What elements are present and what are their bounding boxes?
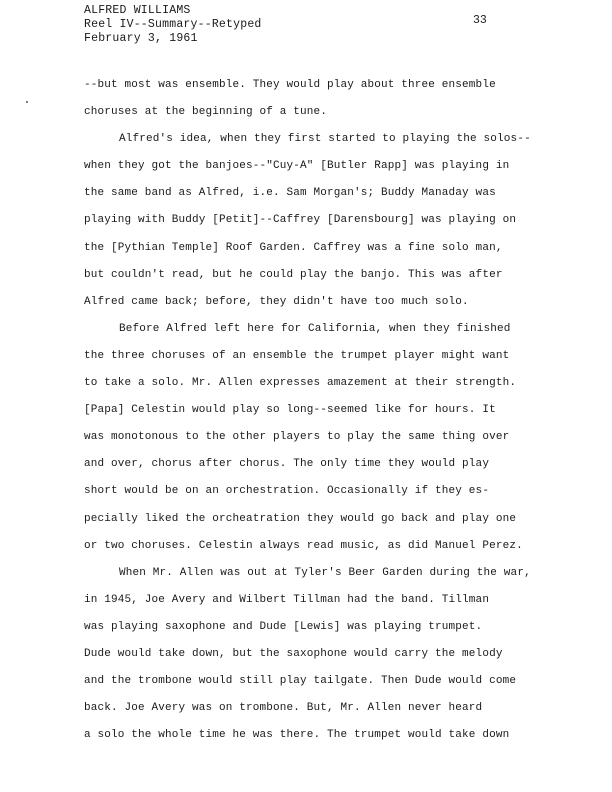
- text-line: playing with Buddy [Petit]--Caffrey [Darensbourg] was playing on: [84, 214, 517, 227]
- text-line: choruses at the beginning of a tune.: [84, 106, 328, 119]
- text-line: to take a solo. Mr. Allen expresses amazement at their strength.: [84, 377, 517, 390]
- text-line: the three choruses of an ensemble the trumpet player might want: [84, 349, 510, 362]
- text-line: back. Joe Avery was on trombone. But, Mr. Allen never heard: [84, 702, 483, 715]
- text-line: was playing saxophone and Dude [Lewis] was playing trumpet.: [84, 620, 483, 633]
- text-line: but couldn't read, but he could play the banjo. This was after: [84, 268, 503, 281]
- text-line: Dude would take down, but the saxophone would carry the melody: [84, 647, 503, 660]
- text-line: Before Alfred left here for California, when they finished: [119, 322, 511, 335]
- text-line: [Papa] Celestin would play so long--seemed like for hours. It: [84, 404, 496, 417]
- text-line: was monotonous to the other players to play the same thing over: [84, 431, 510, 444]
- header-name: ALFRED WILLIAMS: [84, 4, 191, 17]
- margin-mark: [26, 101, 28, 103]
- text-line: the same band as Alfred, i.e. Sam Morgan's; Buddy Manaday was: [84, 187, 496, 200]
- text-line: When Mr. Allen was out at Tyler's Beer Garden during the war,: [119, 566, 531, 579]
- text-line: Alfred's idea, when they first started to playing the solos--: [119, 133, 531, 146]
- text-line: Alfred came back; before, they didn't have too much solo.: [84, 295, 469, 308]
- page-number: 33: [473, 14, 487, 27]
- text-line: in 1945, Joe Avery and Wilbert Tillman had the band. Tillman: [84, 593, 490, 606]
- header-reel: Reel IV--Summary--Retyped: [84, 18, 262, 31]
- document-header: [84, 4, 262, 46]
- body-text: [84, 72, 554, 749]
- text-line: and over, chorus after chorus. The only time they would play: [84, 458, 490, 471]
- text-line: a solo the whole time he was there. The trumpet would take down: [84, 729, 510, 742]
- text-line: when they got the banjoes--"Cuy-A" [Butler Rapp] was playing in: [84, 160, 510, 173]
- text-line: and the trombone would still play tailgate. Then Dude would come: [84, 675, 517, 688]
- text-line: pecially liked the orcheatration they would go back and play one: [84, 512, 517, 525]
- text-line: short would be on an orchestration. Occasionally if they es-: [84, 485, 490, 498]
- text-line: --but most was ensemble. They would play about three ensemble: [84, 79, 496, 91]
- header-date: February 3, 1961: [84, 32, 198, 45]
- text-line: the [Pythian Temple] Roof Garden. Caffrey was a fine solo man,: [84, 241, 503, 254]
- text-line: or two choruses. Celestin always read music, as did Manuel Perez.: [84, 539, 523, 552]
